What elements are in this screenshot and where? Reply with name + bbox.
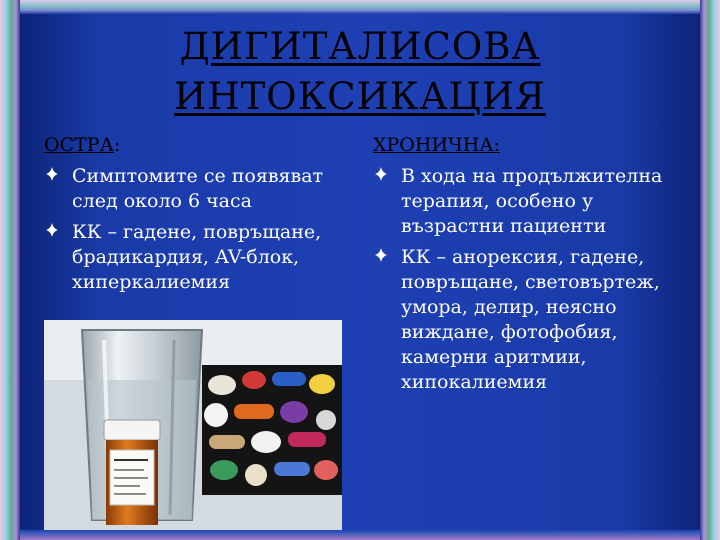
pills-and-water-glass-photo bbox=[44, 320, 342, 530]
frame-bottom bbox=[0, 530, 720, 540]
list-item-text: Симптомите се появяват след около 6 часа bbox=[72, 165, 324, 212]
acute-heading bbox=[44, 133, 344, 158]
title-line-1: ДИГИТАЛИСОВА bbox=[179, 25, 541, 68]
list-item bbox=[373, 164, 673, 239]
slide-title bbox=[0, 22, 720, 122]
list-item bbox=[44, 164, 344, 214]
chronic-heading: ХРОНИЧНА: bbox=[373, 134, 501, 156]
acute-heading-label: ОСТРА bbox=[44, 134, 114, 156]
list-item-text: КК – гадене, повръщане, брадикардия, AV-блок, хиперкалиемия bbox=[72, 221, 322, 293]
frame-top bbox=[0, 0, 720, 14]
list-item-text: КК – анорексия, гадене, повръщане, световъртеж, умора, делир, неясно виждане, фотофобия, камерни аритмии, хипокалиемия bbox=[401, 246, 660, 393]
diamond-bullet-icon bbox=[375, 167, 387, 181]
list-item bbox=[373, 245, 673, 395]
acute-heading-colon: : bbox=[113, 134, 121, 156]
diamond-bullet-icon bbox=[375, 248, 387, 262]
acute-column bbox=[44, 133, 344, 301]
title-line-2: ИНТОКСИКАЦИЯ bbox=[174, 75, 546, 118]
list-item-text: В хода на продължителна терапия, особено у възрастни пациенти bbox=[401, 165, 663, 237]
chronic-column bbox=[373, 133, 673, 401]
list-item bbox=[44, 220, 344, 295]
diamond-bullet-icon bbox=[46, 223, 58, 237]
diamond-bullet-icon bbox=[46, 167, 58, 181]
